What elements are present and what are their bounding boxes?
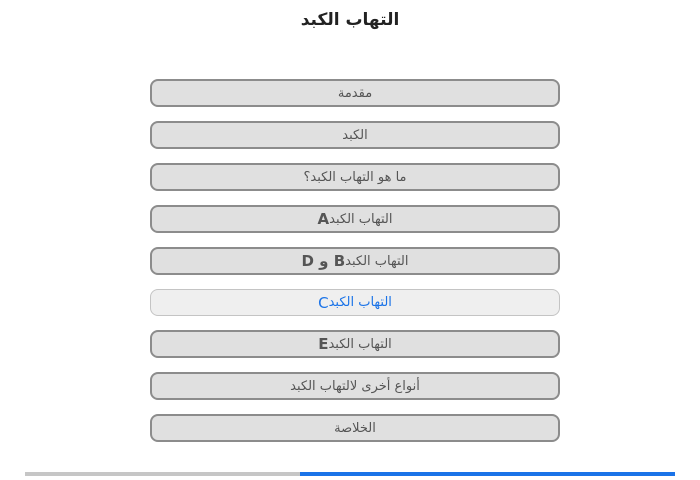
menu-item-latin: A <box>317 210 330 228</box>
menu-item-label: التهاب الكبد <box>328 336 392 352</box>
menu-item-label: ما هو التهاب الكبد؟ <box>303 169 407 185</box>
menu-item-latin: B و D <box>301 252 346 270</box>
menu-item-label: الكبد <box>342 127 368 143</box>
menu-item-hepatitis-e[interactable] <box>150 330 560 358</box>
menu-item-other-types[interactable] <box>150 372 560 400</box>
menu-item-label: التهاب الكبد <box>329 211 393 227</box>
menu-item-summary[interactable] <box>150 414 560 442</box>
menu-item-latin: C <box>318 293 329 312</box>
chapter-menu <box>150 79 560 456</box>
menu-item-label: أنواع أخرى لالتهاب الكبد <box>290 378 420 394</box>
menu-item-label: التهاب الكبد <box>328 295 392 310</box>
menu-item-what-is-hepatitis[interactable] <box>150 163 560 191</box>
menu-item-hepatitis-b-d[interactable] <box>150 247 560 275</box>
menu-item-introduction[interactable] <box>150 79 560 107</box>
menu-item-hepatitis-a[interactable] <box>150 205 560 233</box>
menu-item-hepatitis-c[interactable] <box>150 289 560 316</box>
progress-bar-fill <box>300 472 675 476</box>
menu-item-label: التهاب الكبد <box>345 253 409 269</box>
menu-item-label: الخلاصة <box>334 420 376 436</box>
menu-item-liver[interactable] <box>150 121 560 149</box>
progress-bar <box>25 472 675 476</box>
page-title: التهاب الكبد <box>300 10 400 30</box>
menu-item-label: مقدمة <box>337 85 373 101</box>
menu-item-latin: E <box>318 335 329 353</box>
